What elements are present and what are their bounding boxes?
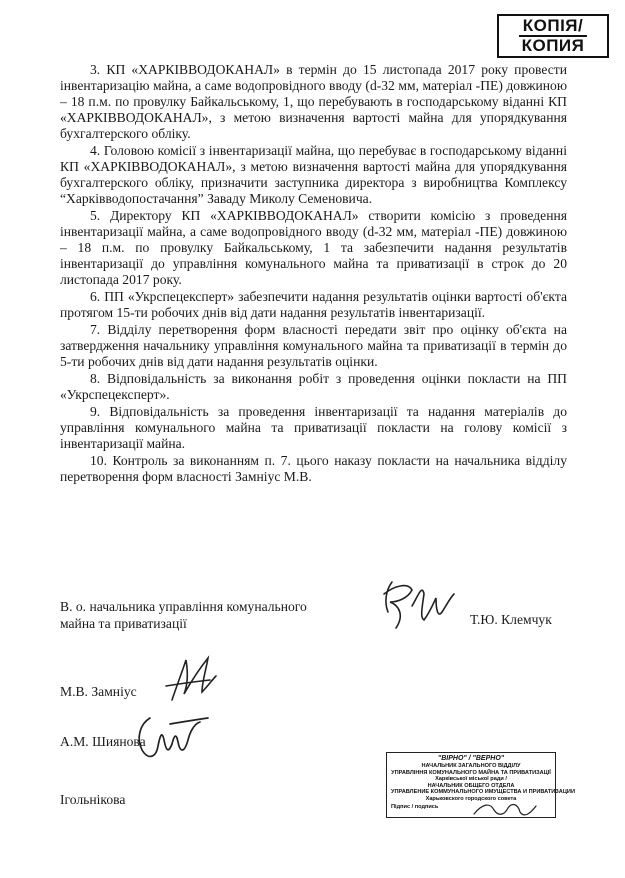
- cert-line3: Харківської міської ради /: [435, 776, 507, 783]
- copy-stamp: [497, 14, 609, 58]
- paragraph-5: 5. Директору КП «ХАРКІВВОДОКАНАЛ» створити комісію з проведення інвентаризації майна, а саме водопровідного вводу (d-32 мм, матеріал -ПЕ) довжиною – 18 п.м. по провулку Байкальському, 1 та забезпечити надання результатів інвентаризації до управління комунального майна та приватизації в строк до 20 листопада 2017 року.: [60, 208, 567, 287]
- cert-sign-label: Підпис / подпись: [391, 803, 439, 810]
- approver-iholnikova: Ігольнікова: [60, 792, 126, 807]
- paragraph-9: 9. Відповідальність за проведення інвентаризації та надання матеріалів до управління комунального майна та приватизації покласти на голову комісії з інвентаризації майна.: [60, 404, 567, 451]
- approver-zamnius: М.В. Замніус: [60, 684, 137, 699]
- approver-shyianova-signature: [130, 710, 214, 772]
- signatory-title-line1: В. о. начальника управління комунального: [60, 599, 307, 614]
- cert-head: "ВІРНО" / "ВЕРНО": [437, 755, 505, 762]
- paragraph-3: 3. КП «ХАРКІВВОДОКАНАЛ» в термін до 15 листопада 2017 року провести інвентаризацію майна, а саме водопровідного вводу (d-32 мм, матеріал -ПЕ) довжиною – 18 п.м. по провулку Байкальському, 1, що перебувають в господарському віданні КП «ХАРКІВВОДОКАНАЛ», з метою визначення вартості майна для упорядкування бухгалтерского обліку.: [60, 62, 567, 141]
- paragraph-10: 10. Контроль за виконанням п. 7. цього наказу покласти на начальника відділу перетворення форм власності Замніус М.В.: [60, 453, 567, 484]
- copy-stamp-line2: КОПИЯ: [521, 36, 585, 55]
- order-body: [60, 62, 567, 486]
- cert-line5: УПРАВЛЕНИЕ КОММУНАЛЬНОГО ИМУЩЕСТВА И ПРИВАТИЗАЦИИ: [391, 789, 575, 796]
- signatory-title: [60, 598, 360, 632]
- cert-line1: НАЧАЛЬНИК ЗАГАЛЬНОГО ВІДДІЛУ: [421, 763, 521, 769]
- paragraph-7: 7. Відділу перетворення форм власності передати звіт про оцінку об'єкта на затвердження начальнику управління комунального майна та приватизації в термін до 5-ти робочих днів від дати надання результатів оцінки.: [60, 322, 567, 369]
- cert-signature: [470, 796, 540, 822]
- cert-line6: Харьковского городского совета: [425, 795, 517, 802]
- approver-zamnius-signature: [162, 650, 220, 706]
- paragraph-4: 4. Головою комісії з інвентаризації майна, що перебуває в господарському віданні КП «ХАРКІВВОДОКАНАЛ», з метою визначення вартості майна для упорядкування бухгалтерского обліку, призначити заступника директора з виробництва Комплексу “Харківводопостачання” Заваду Миколу Семеновича.: [60, 143, 567, 206]
- cert-line2: УПРАВЛІННЯ КОМУНАЛЬНОГО МАЙНА ТА ПРИВАТИЗАЦІЇ: [391, 769, 551, 776]
- paragraph-8: 8. Відповідальність за виконання робіт з проведення оцінки покласти на ПП «Укрспецексперт».: [60, 371, 567, 402]
- paragraph-6: 6. ПП «Укрспецексперт» забезпечити надання результатів оцінки вартості об'єкта протягом 15-ти робочих днів від дати надання результатів інвентаризації.: [60, 289, 567, 320]
- approver-shyianova: А.М. Шиянова: [60, 734, 146, 749]
- copy-stamp-line1: КОПІЯ/: [519, 17, 587, 37]
- signatory-title-line2: майна та приватизації: [60, 616, 187, 631]
- main-signature: [378, 572, 458, 634]
- signatory-name: Т.Ю. Клемчук: [470, 612, 552, 627]
- cert-line4: НАЧАЛЬНИК ОБЩЕГО ОТДЕЛА: [427, 782, 515, 789]
